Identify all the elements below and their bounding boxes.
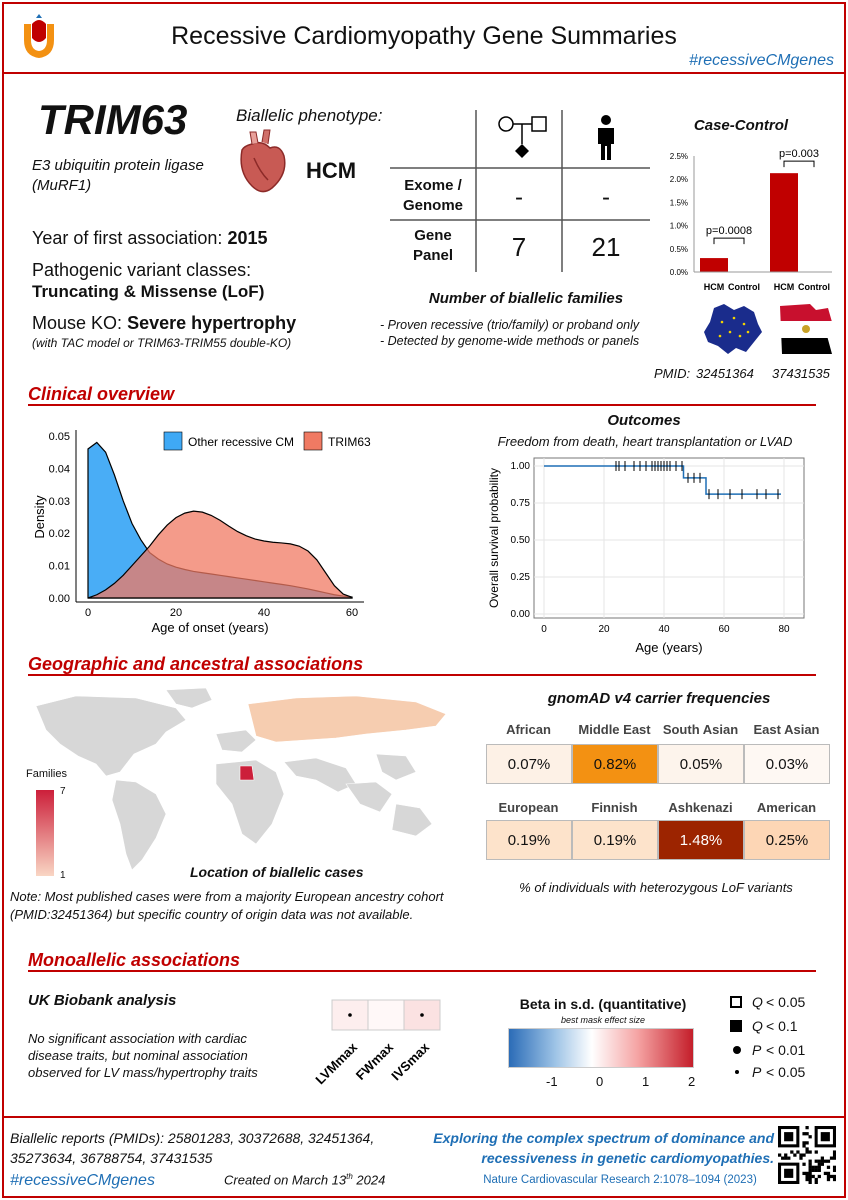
world-map bbox=[16, 684, 476, 880]
cc-pvalue: p=0.0008 bbox=[705, 225, 753, 238]
sig-legend: Q < 0.05 Q < 0.1 P < 0.01 P < 0.05 bbox=[728, 994, 838, 1086]
freq-cell-east-asian: 0.03% bbox=[744, 744, 830, 784]
freq-cell-ashkenazi: 1.48% bbox=[658, 820, 744, 860]
outcomes-subtitle: Freedom from death, heart transplantation or LVAD bbox=[497, 434, 793, 449]
qr-module bbox=[805, 1126, 808, 1129]
legend-open-square-icon bbox=[730, 996, 742, 1008]
qr-module bbox=[809, 1169, 812, 1172]
cc-ytick: 2.5% bbox=[669, 152, 688, 161]
family-note-1: - Proven recessive (trio/family) or proband only bbox=[380, 318, 640, 332]
pmid-2[interactable]: 37431535 bbox=[772, 366, 830, 381]
cc-ytick: 0.5% bbox=[669, 244, 688, 254]
qr-module bbox=[818, 1169, 821, 1172]
legend-large-dot-icon bbox=[733, 1046, 741, 1054]
qr-module bbox=[799, 1157, 802, 1160]
qr-module bbox=[781, 1157, 784, 1160]
qr-module bbox=[818, 1160, 821, 1163]
density-legend-label: Other recessive CM bbox=[188, 435, 295, 449]
row-label-exome: Exome / Genome bbox=[402, 177, 463, 214]
density-legend-swatch bbox=[164, 432, 182, 450]
mouse-label: Mouse KO: bbox=[32, 313, 123, 333]
qr-module bbox=[802, 1132, 805, 1135]
qr-module bbox=[833, 1169, 836, 1172]
heart-icon bbox=[232, 128, 294, 198]
footer-tagline: Exploring the complex spectrum of dominance and recessiveness in genetic cardiomyopathies. bbox=[433, 1130, 774, 1166]
density-ylabel: Density bbox=[32, 495, 47, 539]
map-legend-title: Families bbox=[26, 768, 67, 780]
km-xtick: 60 bbox=[718, 624, 730, 635]
qr-module bbox=[827, 1160, 830, 1163]
mouse-value: Severe hypertrophy bbox=[127, 313, 297, 333]
freq-label-ashkenazi: Ashkenazi bbox=[668, 800, 733, 815]
variant-classes: Truncating & Missense (LoF) bbox=[32, 282, 265, 301]
qr-module bbox=[827, 1172, 830, 1175]
outcomes-title: Outcomes bbox=[607, 412, 681, 429]
beta-tick-4: 2 bbox=[688, 1074, 696, 1089]
gene-symbol: TRIM63 bbox=[38, 96, 188, 143]
panel-recessive: 7 bbox=[511, 232, 527, 262]
beta-gradient bbox=[508, 1028, 694, 1068]
onset-density-chart bbox=[28, 422, 378, 640]
map-legend-min: 1 bbox=[60, 870, 66, 881]
beta-title: Beta in s.d. (quantitative) bbox=[519, 996, 687, 1012]
freq-cell-middle-east: 0.82% bbox=[572, 744, 658, 784]
km-xlabel: Age (years) bbox=[635, 640, 703, 655]
legend-small-dot-icon bbox=[735, 1070, 739, 1074]
density-ytick: 0.01 bbox=[48, 560, 70, 573]
qr-module bbox=[802, 1141, 805, 1144]
qr-module bbox=[833, 1153, 836, 1156]
km-ytick: 1.00 bbox=[510, 461, 530, 472]
panel-proband: 21 bbox=[591, 232, 621, 262]
pmid-1[interactable]: 32451364 bbox=[696, 366, 754, 381]
qr-module bbox=[833, 1150, 836, 1153]
qr-module bbox=[799, 1153, 802, 1156]
qr-module bbox=[815, 1181, 818, 1184]
clinical-divider bbox=[28, 404, 816, 406]
beta-tick-3: 1 bbox=[642, 1074, 650, 1089]
cc-bar bbox=[770, 173, 798, 272]
egypt-flag-map-icon bbox=[776, 302, 836, 358]
qr-module bbox=[812, 1169, 815, 1172]
qr-module bbox=[805, 1175, 808, 1178]
family-note-2: - Detected by genome-wide methods or panels bbox=[380, 334, 640, 348]
year-row bbox=[32, 228, 268, 249]
density-xtick: 40 bbox=[257, 607, 271, 619]
beta-tick-1: -1 bbox=[546, 1074, 558, 1089]
qr-module bbox=[784, 1157, 787, 1160]
freq-cell-american: 0.25% bbox=[744, 820, 830, 860]
europe-map-icon bbox=[700, 302, 766, 358]
ukb-text: No significant association with cardiac disease traits, but nominal association observed for LV mass/hypertrophy traits bbox=[28, 1031, 258, 1080]
qr-module bbox=[796, 1150, 799, 1153]
density-ytick: 0.02 bbox=[48, 528, 70, 541]
qr-module bbox=[790, 1150, 793, 1153]
qr-module bbox=[809, 1163, 812, 1166]
trait-label-fw: FWmax bbox=[352, 1039, 397, 1083]
footer-created: Created on March 13th 2024 bbox=[224, 1172, 386, 1188]
clinical-overview-heading: Clinical overview bbox=[28, 384, 175, 404]
row-label-panel: Gene Panel bbox=[412, 227, 454, 264]
map-legend-gradient bbox=[36, 790, 54, 876]
qr-module bbox=[809, 1150, 812, 1153]
qr-module bbox=[805, 1141, 808, 1144]
freq-cell-south-asian: 0.05% bbox=[658, 744, 744, 784]
footer-reports: Biallelic reports (PMIDs): 25801283, 30372688, 32451364, 35273634, 36788754, 37431535 bbox=[10, 1130, 375, 1166]
qr-module bbox=[805, 1178, 808, 1181]
km-xtick: 0 bbox=[541, 624, 547, 635]
km-ytick: 0.50 bbox=[510, 535, 530, 546]
phenotype-label: Biallelic phenotype: bbox=[236, 106, 383, 125]
km-ytick: 0.25 bbox=[510, 572, 530, 583]
freq-cell-african: 0.07% bbox=[486, 744, 572, 784]
qr-module bbox=[809, 1175, 812, 1178]
mouse-note: (with TAC model or TRIM63-TRIM55 double-KO) bbox=[32, 336, 292, 350]
cc-pvalue: p=0.003 bbox=[778, 148, 820, 161]
qr-module bbox=[827, 1178, 830, 1181]
qr-module bbox=[802, 1153, 805, 1156]
qr-module bbox=[833, 1178, 836, 1181]
qr-module bbox=[821, 1163, 824, 1166]
phenotype-value: HCM bbox=[306, 158, 357, 183]
mono-heading: Monoallelic associations bbox=[28, 950, 241, 970]
qr-module bbox=[818, 1163, 821, 1166]
density-xtick: 0 bbox=[84, 607, 92, 619]
exome-proband: - bbox=[602, 184, 610, 211]
density-legend-swatch bbox=[304, 432, 322, 450]
qr-module bbox=[833, 1175, 836, 1178]
cc-bar bbox=[700, 258, 728, 272]
km-xtick: 80 bbox=[778, 624, 790, 635]
ukb-title: UK Biobank analysis bbox=[28, 992, 177, 1009]
qr-module bbox=[805, 1147, 808, 1150]
qr-module bbox=[830, 1157, 833, 1160]
beta-tick-2: 0 bbox=[596, 1074, 604, 1089]
density-ytick: 0.05 bbox=[48, 431, 70, 443]
gnomad-title: gnomAD v4 carrier frequencies bbox=[547, 690, 771, 707]
mouse-row bbox=[32, 313, 296, 334]
footer-citation[interactable]: Nature Cardiovascular Research 2:1078–1094 (2023) bbox=[483, 1174, 757, 1186]
cc-xlabel: Control bbox=[728, 282, 760, 292]
km-ytick: 0.00 bbox=[510, 609, 530, 620]
qr-module bbox=[821, 1160, 824, 1163]
trait-cell-fw bbox=[368, 1000, 404, 1030]
footer-divider bbox=[4, 1116, 844, 1118]
qr-module bbox=[809, 1166, 812, 1169]
freq-cell-finnish: 0.19% bbox=[572, 820, 658, 860]
qr-module bbox=[809, 1172, 812, 1175]
map-legend-max: 7 bbox=[60, 786, 66, 797]
footer-hashtag[interactable]: #recessiveCMgenes bbox=[10, 1172, 155, 1189]
qr-module bbox=[833, 1157, 836, 1160]
cc-xlabel: HCM bbox=[703, 282, 725, 292]
qr-module bbox=[802, 1144, 805, 1147]
trait-sig-dot-lvm bbox=[348, 1013, 352, 1017]
cc-ytick: 2.0% bbox=[669, 175, 688, 185]
qr-module bbox=[833, 1166, 836, 1169]
qr-module bbox=[778, 1153, 781, 1156]
km-ytick: 0.75 bbox=[510, 498, 530, 509]
cc-bracket bbox=[714, 238, 744, 244]
qr-module bbox=[805, 1172, 808, 1175]
map-caption: Location of biallelic cases bbox=[190, 864, 364, 880]
qr-module bbox=[815, 1178, 818, 1181]
km-xtick: 20 bbox=[598, 624, 610, 635]
qr-module bbox=[805, 1150, 808, 1153]
person-icon bbox=[594, 114, 618, 162]
qr-module bbox=[787, 1157, 790, 1160]
qr-module bbox=[812, 1166, 815, 1169]
geo-note: Note: Most published cases were from a majority European ancestry cohort (PMID:32451364) but specific country of origin data was not available. bbox=[10, 889, 444, 922]
density-ytick: 0.04 bbox=[48, 463, 70, 476]
cc-ytick: 1.0% bbox=[669, 221, 688, 231]
qr-module bbox=[805, 1132, 808, 1135]
freq-label-east-asian: East Asian bbox=[753, 722, 820, 737]
qr-module bbox=[793, 1153, 796, 1156]
geo-heading: Geographic and ancestral associations bbox=[28, 654, 364, 674]
km-xtick: 40 bbox=[658, 624, 670, 635]
family-table bbox=[390, 110, 650, 272]
geo-divider bbox=[28, 674, 816, 676]
gnomad-caption: % of individuals with heterozygous LoF variants bbox=[519, 880, 793, 895]
header-hashtag[interactable]: #recessiveCMgenes bbox=[689, 52, 834, 69]
cc-ytick: 1.5% bbox=[669, 198, 688, 208]
mono-divider bbox=[28, 970, 816, 972]
case-control-chart bbox=[660, 148, 840, 296]
density-xtick: 20 bbox=[169, 607, 183, 619]
qr-module bbox=[802, 1172, 805, 1175]
year-value: 2015 bbox=[227, 228, 268, 248]
freq-label-south-asian: South Asian bbox=[662, 722, 739, 737]
trait-label-ivs: IVSmax bbox=[388, 1039, 433, 1084]
year-label: Year of first association: bbox=[32, 228, 223, 248]
qr-module bbox=[824, 1160, 827, 1163]
case-control-title: Case-Control bbox=[693, 117, 789, 134]
qr-module bbox=[818, 1166, 821, 1169]
qr-module bbox=[812, 1175, 815, 1178]
header-divider bbox=[4, 72, 844, 74]
qr-module bbox=[815, 1166, 818, 1169]
cc-xlabel: HCM bbox=[773, 282, 795, 292]
freq-cell-european: 0.19% bbox=[486, 820, 572, 860]
qr-module bbox=[830, 1175, 833, 1178]
page-title: Recessive Cardiomyopathy Gene Summaries bbox=[171, 22, 677, 50]
qr-code-icon[interactable] bbox=[778, 1126, 836, 1184]
qr-module bbox=[784, 1153, 787, 1156]
qr-module bbox=[815, 1160, 818, 1163]
trait-label-lvm: LVMmax bbox=[312, 1039, 361, 1088]
qr-module bbox=[815, 1150, 818, 1153]
density-legend-label: TRIM63 bbox=[328, 435, 371, 449]
density-ytick: 0.00 bbox=[48, 593, 70, 605]
exome-recessive: - bbox=[515, 184, 523, 211]
freq-label-african: African bbox=[506, 722, 551, 737]
pedigree-icon bbox=[494, 112, 550, 164]
qr-module bbox=[802, 1163, 805, 1166]
gene-protein: E3 ubiquitin protein ligase (MuRF1) bbox=[32, 157, 204, 194]
cc-xlabel: Control bbox=[798, 282, 830, 292]
variant-label: Pathogenic variant classes: bbox=[32, 260, 252, 280]
density-xlabel: Age of onset (years) bbox=[151, 620, 269, 635]
qr-module bbox=[815, 1169, 818, 1172]
freq-label-american: American bbox=[756, 800, 817, 815]
freq-label-finnish: Finnish bbox=[591, 800, 638, 815]
km-panel bbox=[534, 458, 804, 618]
qr-module bbox=[821, 1157, 824, 1160]
cc-bracket bbox=[784, 161, 814, 167]
qr-module bbox=[809, 1135, 812, 1138]
qr-module bbox=[824, 1172, 827, 1175]
trait-heatmap bbox=[300, 996, 470, 1096]
legend-filled-square-icon bbox=[730, 1020, 742, 1032]
cc-ytick: 0.0% bbox=[669, 268, 688, 277]
density-ytick: 0.03 bbox=[48, 495, 70, 508]
qr-module bbox=[818, 1175, 821, 1178]
trait-sig-dot-ivs bbox=[420, 1013, 424, 1017]
qr-module bbox=[809, 1181, 812, 1184]
pmid-label: PMID: bbox=[654, 366, 691, 381]
family-table-title: Number of biallelic families bbox=[428, 290, 624, 307]
qr-module bbox=[827, 1175, 830, 1178]
beta-subtitle: best mask effect size bbox=[560, 1015, 646, 1025]
qr-module bbox=[809, 1160, 812, 1163]
qr-module bbox=[809, 1178, 812, 1181]
freq-label-middle-east: Middle East bbox=[578, 722, 651, 737]
qr-module bbox=[827, 1166, 830, 1169]
freq-label-european: European bbox=[498, 800, 559, 815]
density-xtick: 60 bbox=[345, 607, 359, 619]
survival-chart bbox=[484, 452, 814, 662]
km-ylabel: Overall survival probability bbox=[487, 467, 501, 609]
